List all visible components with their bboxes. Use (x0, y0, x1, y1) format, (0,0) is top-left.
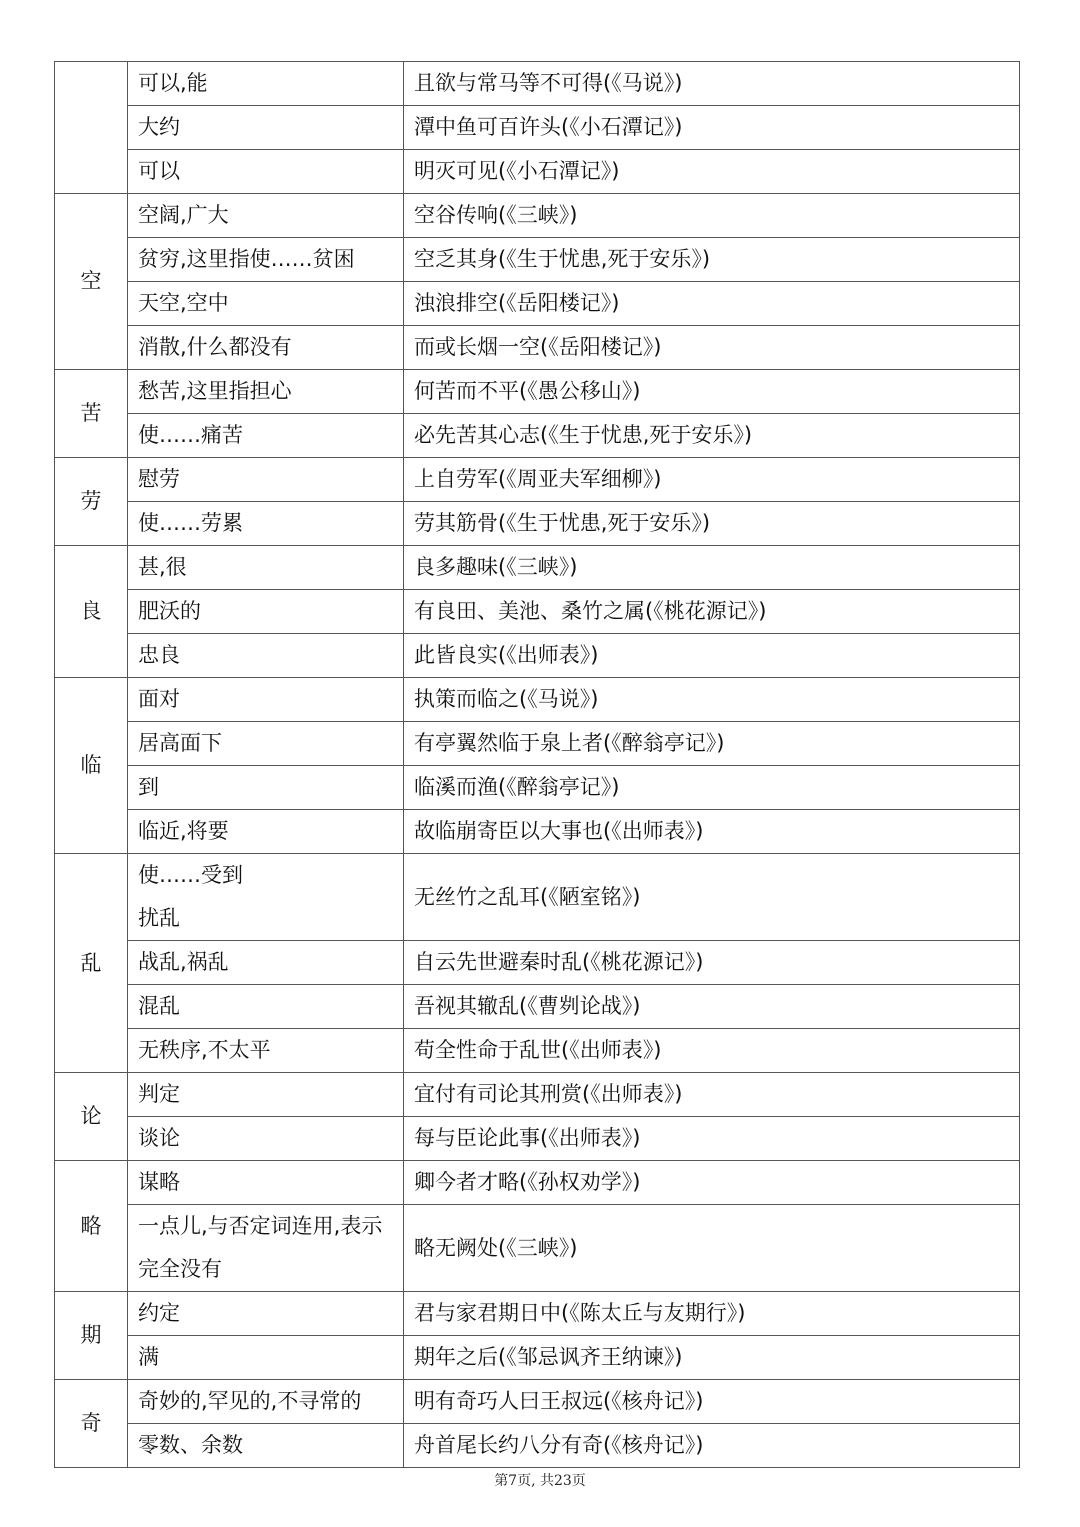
headword-cell: 略 (55, 1161, 128, 1292)
meaning-text: 贫穷,这里指使……贫困 (138, 247, 355, 271)
meaning-text: 判定 (138, 1082, 180, 1106)
meaning-text: 完全没有 (138, 1257, 222, 1281)
table-row (55, 194, 1020, 238)
meaning-text: 使……劳累 (138, 511, 243, 535)
meaning-text: 扰乱 (138, 906, 180, 930)
meaning-cell (128, 766, 404, 810)
headword-cell: 劳 (55, 458, 128, 546)
table-row (55, 458, 1020, 502)
meaning-cell (128, 590, 404, 634)
table-row (55, 1073, 1020, 1117)
page-number-footer: 第7页, 共23页 (494, 1473, 586, 1489)
headword-cell: 奇 (55, 1380, 128, 1468)
meaning-cell (128, 1336, 404, 1380)
meaning-text: 满 (138, 1345, 159, 1369)
meaning-cell (128, 326, 404, 370)
example-cell: 明有奇巧人曰王叔远(《核舟记》) (404, 1380, 1020, 1424)
meaning-text: 大约 (138, 115, 180, 139)
meaning-text: 慰劳 (138, 467, 180, 491)
meaning-text: 可以,能 (138, 71, 208, 95)
table-row (55, 941, 1020, 985)
headword-cell: 临 (55, 678, 128, 854)
headword-cell: 苦 (55, 370, 128, 458)
example-cell: 故临崩寄臣以大事也(《出师表》) (404, 810, 1020, 854)
table-row (55, 766, 1020, 810)
table-row (55, 106, 1020, 150)
meaning-text: 愁苦,这里指担心 (138, 379, 292, 403)
vocabulary-table (54, 61, 1020, 1468)
meaning-cell (128, 1161, 404, 1205)
headword-cell: 期 (55, 1292, 128, 1380)
meaning-cell (128, 62, 404, 106)
table-row (55, 678, 1020, 722)
meaning-text: 约定 (138, 1301, 180, 1325)
meaning-text: 战乱,祸乱 (138, 950, 229, 974)
table-row (55, 1205, 1020, 1292)
meaning-cell (128, 370, 404, 414)
meaning-cell (128, 1117, 404, 1161)
meaning-text: 消散,什么都没有 (138, 335, 292, 359)
meaning-cell (128, 722, 404, 766)
table-row (55, 150, 1020, 194)
example-cell: 浊浪排空(《岳阳楼记》) (404, 282, 1020, 326)
meaning-cell (128, 1380, 404, 1424)
meaning-text: 到 (138, 775, 159, 799)
meaning-text: 混乱 (138, 994, 180, 1018)
example-cell: 期年之后(《邹忌讽齐王纳谏》) (404, 1336, 1020, 1380)
meaning-text: 奇妙的,罕见的,不寻常的 (138, 1389, 362, 1413)
example-cell: 自云先世避秦时乱(《桃花源记》) (404, 941, 1020, 985)
meaning-text: 肥沃的 (138, 599, 201, 623)
example-cell: 苟全性命于乱世(《出师表》) (404, 1029, 1020, 1073)
example-cell: 有亭翼然临于泉上者(《醉翁亭记》) (404, 722, 1020, 766)
example-cell: 空乏其身(《生于忧患,死于安乐》) (404, 238, 1020, 282)
meaning-text: 甚,很 (138, 555, 187, 579)
table-row (55, 282, 1020, 326)
meaning-text: 使……受到 (138, 863, 243, 887)
table-row (55, 370, 1020, 414)
example-cell: 有良田、美池、桑竹之属(《桃花源记》) (404, 590, 1020, 634)
table-row (55, 414, 1020, 458)
meaning-cell (128, 941, 404, 985)
table-row (55, 1292, 1020, 1336)
meaning-text: 一点儿,与否定词连用,表示 (138, 1214, 383, 1238)
meaning-cell (128, 634, 404, 678)
meaning-cell (128, 458, 404, 502)
meaning-text: 居高面下 (138, 731, 222, 755)
headword-cell: 空 (55, 194, 128, 370)
meaning-cell (128, 1205, 404, 1292)
meaning-text: 面对 (138, 687, 180, 711)
example-cell: 劳其筋骨(《生于忧患,死于安乐》) (404, 502, 1020, 546)
meaning-text: 忠良 (138, 643, 180, 667)
table-row (55, 854, 1020, 941)
example-cell: 而或长烟一空(《岳阳楼记》) (404, 326, 1020, 370)
meaning-cell (128, 502, 404, 546)
example-cell: 卿今者才略(《孙权劝学》) (404, 1161, 1020, 1205)
meaning-cell (128, 282, 404, 326)
table-row (55, 1380, 1020, 1424)
example-cell: 每与臣论此事(《出师表》) (404, 1117, 1020, 1161)
meaning-cell (128, 985, 404, 1029)
meaning-text: 可以 (138, 159, 180, 183)
example-cell: 君与家君期日中(《陈太丘与友期行》) (404, 1292, 1020, 1336)
table-row (55, 546, 1020, 590)
headword-cell: 乱 (55, 854, 128, 1073)
meaning-cell (128, 194, 404, 238)
table-row (55, 1336, 1020, 1380)
meaning-text: 临近,将要 (138, 819, 229, 843)
example-cell: 宜付有司论其刑赏(《出师表》) (404, 1073, 1020, 1117)
meaning-cell (128, 546, 404, 590)
meaning-text: 空阔,广大 (138, 203, 229, 227)
example-cell: 执策而临之(《马说》) (404, 678, 1020, 722)
table-row (55, 1424, 1020, 1468)
meaning-text: 谈论 (138, 1126, 180, 1150)
meaning-cell (128, 414, 404, 458)
table-row (55, 502, 1020, 546)
table-row (55, 590, 1020, 634)
meaning-text: 谋略 (138, 1170, 180, 1194)
meaning-cell (128, 810, 404, 854)
table-row (55, 985, 1020, 1029)
example-cell: 且欲与常马等不可得(《马说》) (404, 62, 1020, 106)
example-cell: 必先苦其心志(《生于忧患,死于安乐》) (404, 414, 1020, 458)
table-row (55, 326, 1020, 370)
example-cell: 吾视其辙乱(《曹刿论战》) (404, 985, 1020, 1029)
meaning-text: 零数、余数 (138, 1433, 243, 1457)
table-row (55, 634, 1020, 678)
example-cell: 潭中鱼可百许头(《小石潭记》) (404, 106, 1020, 150)
meaning-cell (128, 150, 404, 194)
table-row (55, 1161, 1020, 1205)
example-cell: 此皆良实(《出师表》) (404, 634, 1020, 678)
example-cell: 无丝竹之乱耳(《陋室铭》) (404, 854, 1020, 941)
example-cell: 略无阙处(《三峡》) (404, 1205, 1020, 1292)
headword-cell: 良 (55, 546, 128, 678)
table-row (55, 810, 1020, 854)
table-row (55, 1117, 1020, 1161)
example-cell: 上自劳军(《周亚夫军细柳》) (404, 458, 1020, 502)
example-cell: 明灭可见(《小石潭记》) (404, 150, 1020, 194)
meaning-cell (128, 106, 404, 150)
meaning-text: 使……痛苦 (138, 423, 243, 447)
example-cell: 临溪而渔(《醉翁亭记》) (404, 766, 1020, 810)
meaning-text: 无秩序,不太平 (138, 1038, 271, 1062)
meaning-cell (128, 1073, 404, 1117)
vocabulary-table-body (55, 62, 1020, 1468)
headword-cell: 论 (55, 1073, 128, 1161)
meaning-cell (128, 678, 404, 722)
example-cell: 何苦而不平(《愚公移山》) (404, 370, 1020, 414)
table-row (55, 62, 1020, 106)
meaning-cell (128, 1424, 404, 1468)
table-row (55, 1029, 1020, 1073)
meaning-cell (128, 1029, 404, 1073)
table-row (55, 722, 1020, 766)
meaning-cell (128, 1292, 404, 1336)
example-cell: 空谷传响(《三峡》) (404, 194, 1020, 238)
table-row (55, 238, 1020, 282)
example-cell: 舟首尾长约八分有奇(《核舟记》) (404, 1424, 1020, 1468)
meaning-text: 天空,空中 (138, 291, 229, 315)
meaning-cell (128, 854, 404, 941)
meaning-cell (128, 238, 404, 282)
example-cell: 良多趣味(《三峡》) (404, 546, 1020, 590)
headword-cell (55, 62, 128, 194)
